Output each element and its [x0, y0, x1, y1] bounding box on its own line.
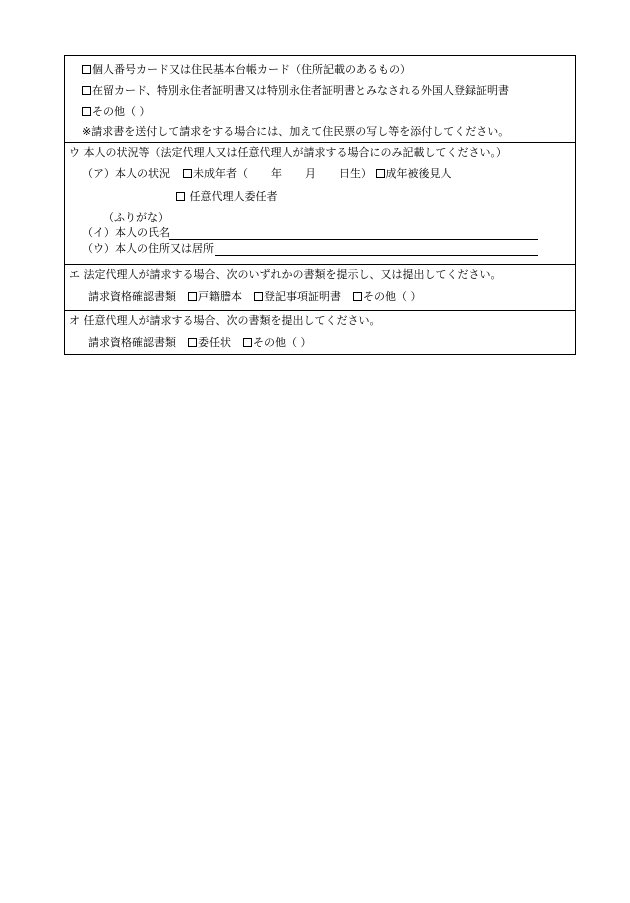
checkbox[interactable]: [353, 292, 362, 301]
legal-representative-section: [65, 264, 575, 311]
identity-documents-section: [65, 56, 575, 142]
checkbox[interactable]: [188, 338, 197, 347]
request-form-box: [64, 55, 576, 355]
mail-request-note: ※請求書を送付して請求をする場合には、加えて住民票の写し等を添付してください。: [82, 125, 510, 138]
checkbox[interactable]: [254, 292, 263, 301]
furigana-label: （ふりがな）: [103, 211, 169, 224]
checkbox[interactable]: [82, 107, 91, 116]
principal-name-field[interactable]: [169, 239, 538, 240]
checkbox[interactable]: [243, 338, 252, 347]
principal-status-section: [65, 142, 575, 265]
checkbox[interactable]: [176, 192, 185, 201]
voluntary-representative-section: [65, 310, 575, 355]
section-e-heading: エ 法定代理人が請求する場合、次のいずれかの書類を提示し、又は提出してください。: [69, 268, 502, 281]
principal-status-row: （ア）本人の状況 未成年者（ 年 月 日生） 成年被後見人: [82, 167, 452, 180]
doc-option-mynumber: 個人番号カード又は住民基本台帳カード（住所記載のあるもの）: [82, 63, 411, 77]
principal-address-field[interactable]: [215, 255, 538, 256]
voluntary-rep-docs-row: 請求資格確認書類 委任状 その他（ ）: [88, 336, 312, 349]
checkbox[interactable]: [183, 169, 192, 178]
checkbox[interactable]: [82, 86, 91, 95]
section-u-heading: ウ 本人の状況等（法定代理人又は任意代理人が請求する場合にのみ記載してください。）: [69, 146, 507, 159]
section-o-heading: オ 任意代理人が請求する場合、次の書類を提出してください。: [69, 314, 381, 327]
checkbox[interactable]: [82, 65, 91, 74]
delegator-option: 任意代理人委任者: [176, 190, 278, 204]
checkbox[interactable]: [376, 169, 385, 178]
checkbox[interactable]: [188, 292, 197, 301]
principal-address-label: （ウ）本人の住所又は居所: [82, 242, 214, 255]
principal-name-label: （イ）本人の氏名: [82, 226, 170, 239]
legal-rep-docs-row: 請求資格確認書類 戸籍謄本 登記事項証明書 その他（ ）: [88, 290, 422, 303]
doc-option-residence-card: 在留カード、特別永住者証明書又は特別永住者証明書とみなされる外国人登録証明書: [82, 84, 509, 98]
doc-option-other: その他（ ）: [82, 105, 151, 119]
